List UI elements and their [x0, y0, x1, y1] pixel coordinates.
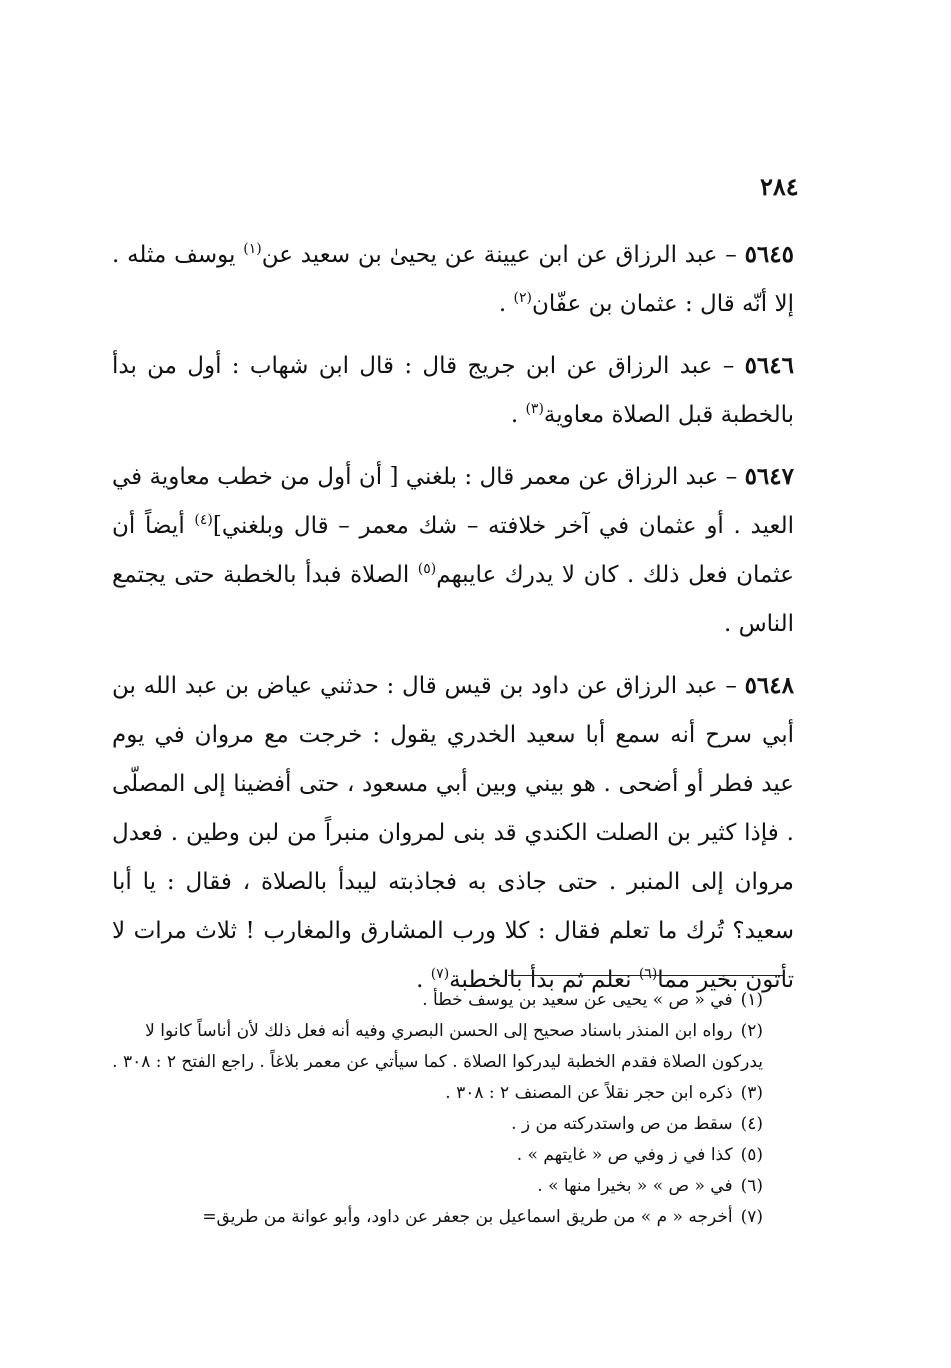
- footnote-text: في « ص » يحيى عن سعيد بن يوسف خطأ .: [422, 990, 733, 1010]
- hadith-number: ٥٦٤٥: [744, 241, 794, 268]
- footnote-label: (٧): [740, 1207, 763, 1227]
- page-number: ٢٨٤: [760, 172, 799, 201]
- hadith-text: .: [416, 967, 431, 993]
- footnote-text: كذا في ز وفي ص « غايتهم » .: [516, 1145, 733, 1165]
- hadith-entry: [112, 452, 794, 649]
- footnote-divider: [508, 975, 784, 976]
- hadith-entries: [112, 230, 794, 1017]
- footnote-label: (٦): [740, 1176, 763, 1196]
- footnote-ref[interactable]: (٣): [525, 401, 544, 417]
- footnote-label: (٥): [740, 1145, 763, 1165]
- hadith-text: – عبد الرزاق عن ابن عيينة عن يحيىٰ بن سعيد عن: [261, 242, 745, 268]
- footnote: [105, 985, 785, 1016]
- footnote-text: رواه ابن المنذر باسناد صحيح إلى الحسن البصري وفيه أنه فعل ذلك لأن أناساً كانوا لا يدركون الصلاة فقدم الخطبة ليدركوا الصلاة . كما سيأتي عن معمر بلاغاً . راجع الفتح ٢ : ٣٠٨ .: [112, 1021, 763, 1072]
- footnote-text: أخرجه « م » من طريق اسماعيل بن جعفر عن داود، وأبو عوانة من طريق=: [202, 1207, 733, 1227]
- footnote-ref[interactable]: (١): [243, 241, 262, 257]
- footnote-label: (٢): [740, 1021, 763, 1041]
- footnote-text: ذكره ابن حجر نقلاً عن المصنف ٢ : ٣٠٨ .: [445, 1083, 733, 1103]
- footnote-label: (١): [740, 990, 763, 1010]
- hadith-text: .: [498, 291, 514, 317]
- hadith-text: نعلم ثم بدأ بالخطبة: [449, 967, 639, 993]
- hadith-entry: [112, 661, 794, 1005]
- footnote: [105, 1140, 785, 1171]
- footnote-ref[interactable]: (٥): [417, 561, 437, 577]
- footnote-text: سقط من ص واستدركته من ز .: [511, 1114, 733, 1134]
- footnote: [105, 1078, 785, 1109]
- footnote: [105, 1202, 785, 1233]
- hadith-number: ٥٦٤٧: [744, 463, 794, 490]
- footnote-label: (٤): [740, 1114, 763, 1134]
- footnote-ref[interactable]: (٦): [638, 966, 658, 982]
- footnote-ref[interactable]: (٧): [430, 966, 450, 982]
- footnote: [105, 1109, 785, 1140]
- hadith-text: – عبد الرزاق عن معمر قال : بلغني [ أن أول من خطب معاوية في العيد . أو عثمان في آخر خلافته – شك معمر – قال وبلغني]: [112, 464, 794, 539]
- hadith-text: يوسف مثله . إلا أنّه قال : عثمان بن عفّان: [112, 242, 794, 317]
- footnote-ref[interactable]: (٤): [194, 512, 213, 528]
- hadith-text: أيضاً أن عثمان فعل ذلك . كان لا يدرك عايبهم: [112, 513, 795, 588]
- hadith-text: – عبد الرزاق عن داود بن قيس قال : حدثني عياض بن عبد الله بن أبي سرح أنه سمع أبا سعيد الخدري يقول : خرجت مع مروان في يوم عيد فطر أو أضحى . هو بيني وبين أبي مسعود ، حتى أفضينا إلى المصلّى . فإذا كثير بن الصلت الكندي قد بنى لمروان منبراً من لبن وطين . فعدل مروان إلى المنبر . حتى جاذى به فجاذبته ليبدأ بالصلاة ، فقال : يا أبا سعيد؟ تُرك ما تعلم فقال : كلا ورب المشارق والمغارب ! ثلاث مرات لا تأتون بخير مما: [112, 673, 794, 993]
- footnote-ref[interactable]: (٢): [513, 290, 533, 306]
- hadith-text: .: [510, 402, 526, 428]
- footnote: [105, 1016, 785, 1078]
- hadith-number: ٥٦٤٦: [744, 352, 794, 379]
- hadith-text: – عبد الرزاق عن ابن جريج قال : قال ابن شهاب : أول من بدأ بالخطبة قبل الصلاة معاوية: [112, 353, 794, 428]
- hadith-number: ٥٦٤٨: [744, 672, 794, 699]
- footnote-label: (٣): [740, 1083, 763, 1103]
- hadith-entry: [112, 230, 794, 329]
- hadith-text: الصلاة فبدأ بالخطبة حتى يجتمع الناس .: [112, 562, 794, 637]
- hadith-entry: [112, 341, 794, 440]
- footnote-text: في « ص » « بخيرا منها » .: [537, 1176, 733, 1196]
- footnotes: [105, 985, 785, 1233]
- footnote: [105, 1171, 785, 1202]
